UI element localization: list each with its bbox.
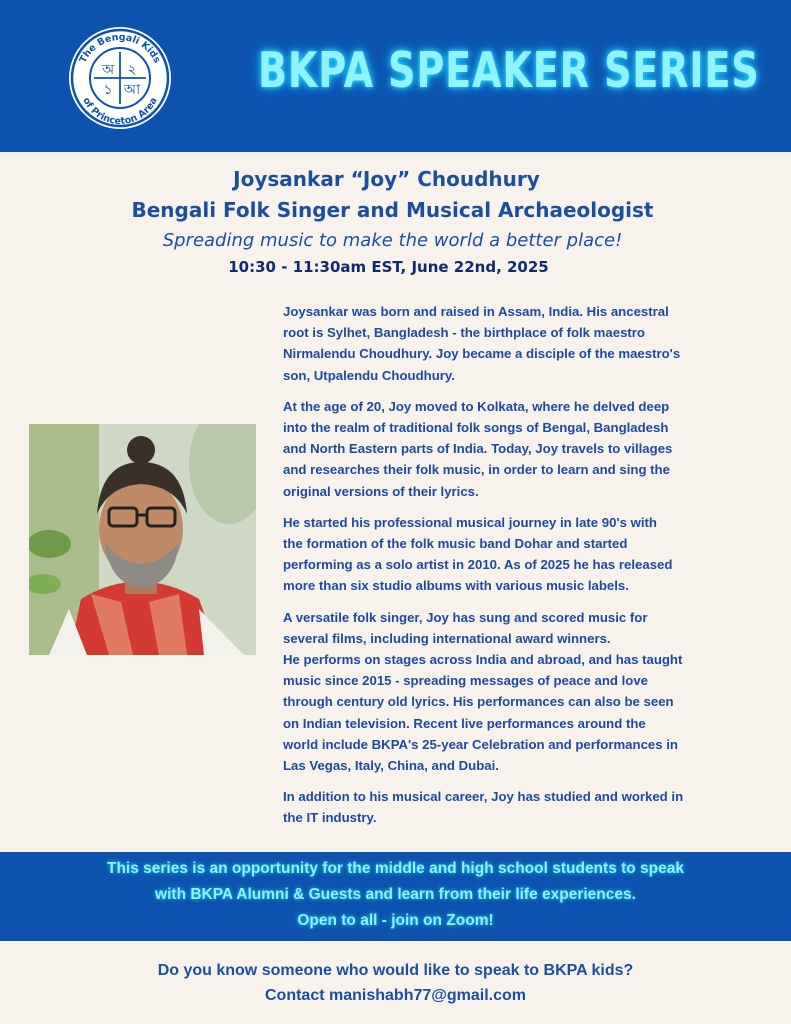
contact-email[interactable]: Contact manishabh77@gmail.com <box>265 987 526 1004</box>
contact-question: Do you know someone who would like to speak to BKPA kids? <box>157 962 634 979</box>
speaker-name: Joysankar “Joy” Choudhury <box>233 167 540 191</box>
logo-ring-bottom: of Princeton Area <box>80 95 160 128</box>
speaker-bio <box>283 301 768 839</box>
bio-paragraph: At the age of 20, Joy moved to Kolkata, where he delved deep into the realm of traditional folk songs of Bengal, Bangladesh and North Eastern parts of India. Today, Joy travels to villages and researches their folk music, in order to learn and sing the original versions of their lyrics. <box>283 398 673 499</box>
speaker-photo <box>29 424 256 655</box>
bio-paragraph: Joysankar was born and raised in Assam, India. His ancestral root is Sylhet, Bangladesh - the birthplace of folk maestro Nirmalendu Choudhury. Joy became a disciple of the maestro's son, Utpalendu Choudhury. <box>283 304 681 383</box>
speaker-role: Bengali Folk Singer and Musical Archaeologist <box>131 198 654 222</box>
banner-line-3: Open to all - join on Zoom! <box>297 912 494 929</box>
logo-glyph-4: আ <box>123 82 141 98</box>
bkpa-logo <box>68 26 172 130</box>
header-band <box>0 0 791 152</box>
logo-glyph-2: ২ <box>127 62 137 78</box>
info-banner <box>0 852 791 941</box>
bio-paragraph: He started his professional musical journey in late 90's with the formation of the folk music band Dohar and started performing as a solo artist in 2010. As of 2025 he has released more than six studio albums with various music labels. <box>283 514 673 594</box>
logo-glyph-1: অ <box>101 62 115 78</box>
banner-line-1: This series is an opportunity for the middle and high school students to speak <box>106 860 685 877</box>
banner-line-2: with BKPA Alumni & Guests and learn from their life experiences. <box>155 886 636 903</box>
logo-glyph-3: ১ <box>103 82 113 98</box>
logo-ring-top: The Bengali Kids <box>77 31 163 65</box>
speaker-tagline: Spreading music to make the world a better place! <box>162 230 623 251</box>
event-time: 10:30 - 11:30am EST, June 22nd, 2025 <box>228 258 549 276</box>
bio-paragraph: A versatile folk singer, Joy has sung and scored music for several films, including international award winners. He performs on stages across India and abroad, and has taught music since 2015 - spreading messages of peace and love through century old lyrics. His performances can also be seen on Indian television. Recent live performances around the world include BKPA's 25-year Celebration and performances in Las Vegas, Italy, China, and Dubai. <box>283 609 683 774</box>
series-title: BKPA SPEAKER SERIES <box>258 42 760 99</box>
bio-paragraph: In addition to his musical career, Joy has studied and worked in the IT industry. <box>283 789 684 826</box>
